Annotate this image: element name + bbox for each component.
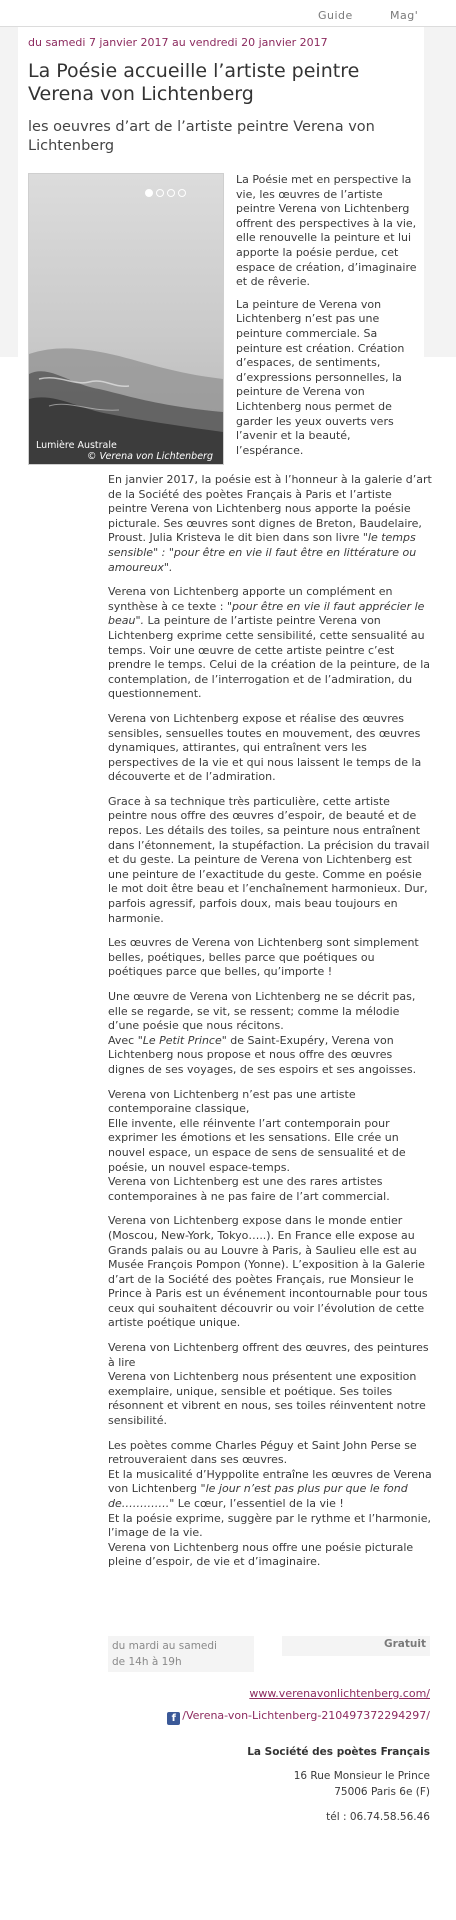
article-body xyxy=(108,473,432,1580)
intro-paragraph-1: La Poésie met en perspective la vie, les œuvres de l’artiste peintre Verena von Lichtenberg offrent des perspectives à la vie, elle renouvelle la peinture et lui apporte la poésie perdue, cet espace de création, d’imaginaire et de rêverie. xyxy=(236,173,417,289)
nav-mag-link[interactable]: Mag' xyxy=(390,9,419,22)
intro-paragraph-2: La peinture de Verena von Lichtenberg n’est pas une peinture commerciale. Sa peinture est création. Création d’espaces, de sentiments, d’expressions personnelles, la peinture de Verena von Lichtenberg nous permet de garder les yeux ouverts vers l’avenir et la beauté, l’espérance. xyxy=(236,297,405,457)
slide-caption-title: Lumière Australe xyxy=(36,440,117,451)
slider-dot-2[interactable] xyxy=(156,189,164,197)
page-subtitle: les oeuvres d’art de l’artiste peintre Verena von Lichtenberg xyxy=(28,119,375,154)
article-paragraph: En janvier 2017, la poésie est à l’honneur à la galerie d’art de la Société des poètes Français à Paris et l’artiste peintre Verena von Lichtenberg nous apporte la poésie picturale. Ses œuvres sont dignes de Breton, Baudelaire, Proust. Julia Kristeva le dit bien dans son livre "le temps sensible" : "pour être en vie il faut être en littérature ou amoureux". xyxy=(108,473,432,574)
venue-address-line2: 75006 Paris 6e (F) xyxy=(334,1786,430,1798)
article-paragraph: Verena von Lichtenberg offrent des œuvres, des peintures à lire Verena von Lichtenberg nous présentent une exposition exemplaire, unique, sensible et poétique. Ses toiles résonnent et vibrent en nous, ses toiles réinventent notre sensibilité. xyxy=(108,1341,429,1428)
event-dates: du samedi 7 janvier 2017 au vendredi 20 janvier 2017 xyxy=(28,36,328,49)
article-paragraph: Verena von Lichtenberg expose dans le monde entier (Moscou, New-York, Tokyo…..). En France elle expose au Grands palais ou au Louvre à Paris, à Saulieu elle est au Musée François Pompon (Yonne). L’exposition à la Galerie d’art de la Société des poètes Français, rue Monsieur le Prince à Paris est un événement incontournable pour tous ceux qui souhaitent découvrir ou voir l’évolution de cette artiste poétique unique. xyxy=(108,1214,428,1330)
slider-pagination xyxy=(145,182,189,192)
slider-dot-3[interactable] xyxy=(167,189,175,197)
venue-name: La Société des poètes Français xyxy=(247,1746,430,1758)
facebook-link-row[interactable] xyxy=(167,1709,430,1725)
article-paragraph: Verena von Lichtenberg expose et réalise des œuvres sensibles, sensuelles toutes en mouvement, des œuvres dynamiques, attirantes, qui entraînent vers les perspectives de la vie et qui nous laissent le temps de la découverte et de l’admiration. xyxy=(108,711,422,784)
slider-dot-4[interactable] xyxy=(178,189,186,197)
facebook-link[interactable]: /Verena-von-Lichtenberg-210497372294297/ xyxy=(182,1709,430,1722)
page-title: La Poésie accueille l’artiste peintre Verena von Lichtenberg xyxy=(28,60,360,105)
price-badge: Gratuit xyxy=(282,1636,430,1656)
top-navigation xyxy=(0,0,456,27)
venue-phone: tél : 06.74.58.56.46 xyxy=(326,1811,430,1823)
background-right xyxy=(424,27,456,357)
article-paragraph: Verena von Lichtenberg apporte un complément en synthèse à ce texte : "pour être en vie il faut apprécier le beau". La peinture de l’artiste peintre Verena von Lichtenberg exprime cette sensibilité, cette sensualité au temps. Voir une œuvre de cette artiste peintre c’est prendre le temps. Celui de la création de la peinture, de la contemplation, de l’interrogation et de l’admiration, du questionnement. xyxy=(108,585,431,701)
painting-image xyxy=(29,174,223,464)
venue-address-line1: 16 Rue Monsieur le Prince xyxy=(293,1770,430,1782)
facebook-icon[interactable]: f xyxy=(167,1712,180,1725)
article-paragraph: Verena von Lichtenberg n’est pas une artiste contemporaine classique, Elle invente, elle réinvente l’art contemporain pour exprimer les émotions et les sensations. Elle crée un nouvel espace, un espace de sens de sensualité et de poésie, un nouvel espace-temps. Verena von Lichtenberg est une des rares artistes contemporaines à ne pas faire de l’art commercial. xyxy=(108,1087,406,1203)
opening-days: du mardi au samedi xyxy=(112,1640,217,1652)
opening-hours xyxy=(108,1636,254,1672)
article-paragraph: Les œuvres de Verena von Lichtenberg sont simplement belles, poétiques, belles parce que poétiques ou poétiques parce que belles, qu’importe ! xyxy=(108,936,419,979)
slider-dot-1[interactable] xyxy=(145,189,153,197)
intro-text xyxy=(236,173,420,466)
nav-guide-link[interactable]: Guide xyxy=(318,9,353,22)
website-link[interactable]: www.verenavonlichtenberg.com/ xyxy=(249,1687,430,1700)
image-slider[interactable] xyxy=(28,173,224,465)
article-paragraph: Les poètes comme Charles Péguy et Saint John Perse se retrouveraient dans ses œuvres. Et la musicalité d’Hyppolite entraîne les œuvres de Verena von Lichtenberg "le jour n’est pas plus pur que le fond de…………." Le cœur, l’essentiel de la vie ! Et la poésie exprime, suggère par le rythme et l’harmonie, l’image de la vie. Verena von Lichtenberg nous offre une poésie picturale pleine d’espoir, de vie et d’imaginaire. xyxy=(108,1438,432,1569)
article-paragraph: Une œuvre de Verena von Lichtenberg ne se décrit pas, elle se regarde, se vit, se ressent; comme la mélodie d’une poésie que nous récitons. Avec "Le Petit Prince" de Saint-Exupéry, Verena von Lichtenberg nous propose et nous offre des œuvres dignes de ses voyages, de ses espoirs et ses angoisses. xyxy=(108,990,417,1076)
slide-caption-credit: © Verena von Lichtenberg xyxy=(87,451,213,462)
opening-time: de 14h à 19h xyxy=(112,1656,182,1668)
background-left xyxy=(0,27,18,357)
article-paragraph: Grace à sa technique très particulière, cette artiste peintre nous offre des œuvres d’espoir, de beauté et de repos. Les détails des toiles, sa peinture nous entraînent dans l’étonnement, la stupéfaction. La précision du travail et du geste. La peinture de Verena von Lichtenberg est une peinture de l’exactitude du geste. Comme en poésie le mot doit être beau et l’enchaînement harmonieux. Dur, parfois agressif, parfois doux, mais beau toujours en harmonie. xyxy=(108,794,430,925)
